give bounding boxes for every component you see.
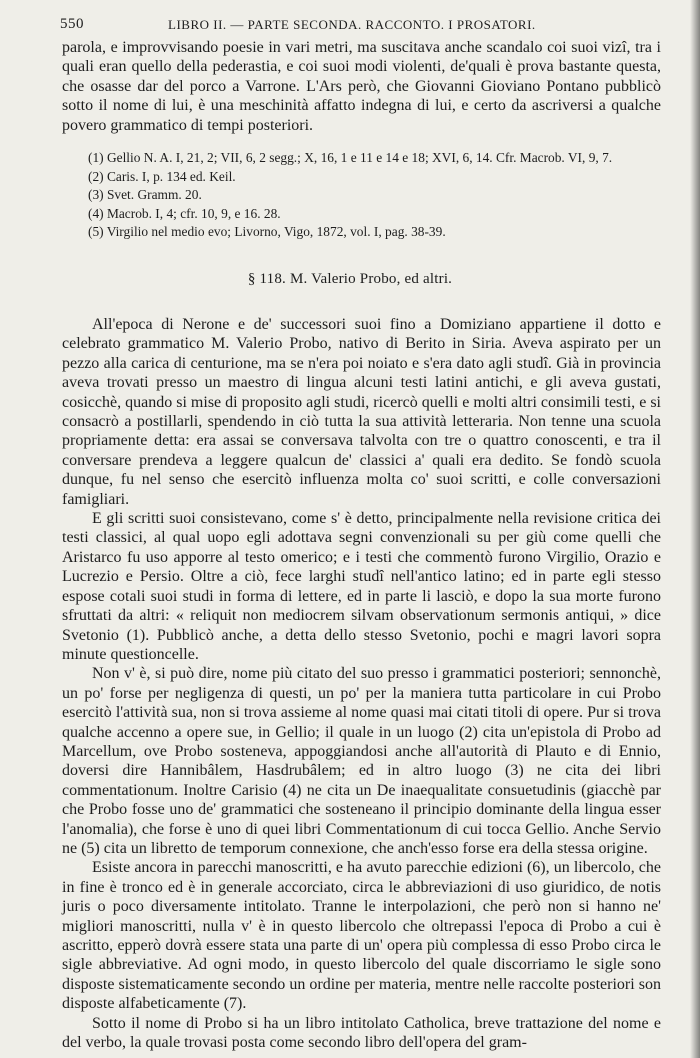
- paragraph-4: Esiste ancora in parecchi manoscritti, e ha avuto parecchie edizioni (6), un libercolo, che in fine è tronco ed è in generale accorciato, circa le abbreviazioni di uso giuridico, de notis juris o poco diversamente intitolato. Tranne le interpolazioni, che però non si hanno ne' migliori manoscritti, nulla v' è in questo libercolo che oltrepassi l'epoca di Probo a cui è ascritto, epperò dovrà essere stata una parte di un' opera più complessa di esso Probo circa le sigle abbreviative. Ad ogni modo, in questo libercolo del quale discorriamo le sigle sono disposte sistematicamente secondo un ordine per materia, mentre nelle raccolte posteriori son disposte alfabeticamente (7).: [62, 859, 661, 1013]
- paragraph-5: Sotto il nome di Probo si ha un libro intitolato Catholica, breve trattazione del nome e del verbo, la quale trovasi posta come secondo libro dell'opera del gram-: [62, 1014, 661, 1052]
- footnote-1: (1) Gellio N. A. I, 21, 2; VII, 6, 2 segg.; X, 16, 1 e 11 e 14 e 18; XVI, 6, 14. Cfr. Macrob. VI, 9, 7.: [88, 150, 613, 165]
- footnote-5: (5) Virgilio nel medio evo; Livorno, Vigo, 1872, vol. I, pag. 38-39.: [88, 224, 446, 240]
- running-head: LIBRO II. — PARTE SECONDA. RACCONTO. I PROSATORI.: [168, 17, 536, 32]
- section-title: § 118. M. Valerio Probo, ed altri.: [247, 271, 453, 287]
- page-number: 550: [60, 16, 84, 32]
- main-text: [62, 315, 661, 1052]
- footnote-4: (4) Macrob. I, 4; cfr. 10, 9, e 16. 28.: [88, 205, 281, 221]
- footnotes: [62, 149, 662, 242]
- paragraph-2: E gli scritti suoi consistevano, come s' è detto, principalmente nella revisione critica dei testi classici, al qual uopo egli adottava segni convenzionali su per giù come quelli che Aristarco fu uso apporre al testo omerico; e i testi che commentò furono Virgilio, Orazio e Lucrezio e Persio. Oltre a ciò, fece larghi studî nell'antico latino; ed in parte egli stesso espose cotali suoi studi in forma di lettere, ed in parte li lasciò, e dopo la sua morte furono sfruttati da altri: « reliquit non mediocrem silvam observationum sermonis antiqui, » dice Svetonio (1). Pubblicò anche, a detta dello stesso Svetonio, pochi e magri lavori sopra minute questioncelle.: [62, 510, 661, 663]
- opening-paragraph-block: [62, 38, 661, 135]
- paragraph-3: Non v' è, si può dire, nome più citato del suo presso i grammatici posteriori; sennonchè, un po' forse per negligenza di questi, un po' per la maniera tutta particolare in cui Probo esercitò l'attività sua, non si trova assieme al nome quasi mai citati titoli di opere. Pur si trova qualche accenno a opere sue, in Gellio; il quale in un luogo (2) cita un'epistola di Probo ad Marcellum, ove Probo sosteneva, appoggiandosi anche all'autorità di Plauto e di Ennio, doversi dire Hannibâlem, Hasdrubâlem; ed in altro luogo (3) ne cita dei libri commentationum. Inoltre Carisio (4) ne cita un De inaequalitate consuetudinis (giacchè par che Probo fosse uno de' grammatici che sosteneano il principio dominante della lingua esser l'anomalia), che forse è uno di quei libri Commentationum di cui tocca Gellio. Anche Servio ne (5) cita un libretto de temporum connexione, che anch'esso forse era della stessa origine.: [62, 665, 661, 857]
- paragraph-1: All'epoca di Nerone e de' successori suoi fino a Domiziano appartiene il dotto e celebrato grammatico M. Valerio Probo, nativo di Berito in Siria. Aveva aspirato per un pezzo alla carica di centurione, ma se n'era poi noiato e s'era dato agli studî. Già in provincia aveva trovati presso un maestro di lingua alcuni testi latini antichi, e gli aveva gustati, cosicchè, quando si mise di proposito agli studi, ricercò quelli e molti altri consimili testi, e si consacrò a postillarli, spendendo in ciò tutta la sua attività letteraria. Non tenne una scuola propriamente detta: era assai se conversava talvolta con tre o quattro conoscenti, e tra il conversare prendeva a leggere qualcun de' classici a' quali era dedito. Se fondò scuola dunque, fu nel senso che esercitò influenza molta co' suoi scritti, e colle conversazioni famigliari.: [62, 316, 661, 508]
- page-edge-shadow: [690, 0, 700, 1058]
- footnote-2: (2) Caris. I, p. 134 ed. Keil.: [88, 168, 236, 184]
- opening-paragraph: parola, e improvvisando poesie in vari metri, ma suscitava anche scandalo coi suoi vizî, tra i quali eran quello della pederastia, e coi suoi modi violenti, de'quali è prova bastante questa, che osasse dar del porco a Varrone. L'Ars però, che Giovanni Gioviano Pontano pubblicò sotto il nome di lui, è una meschinità affatto indegna di lui, e certo da ascriversi a qualche povero grammatico di tempi posteriori.: [62, 39, 661, 134]
- footnote-3: (3) Svet. Gramm. 20.: [88, 187, 202, 203]
